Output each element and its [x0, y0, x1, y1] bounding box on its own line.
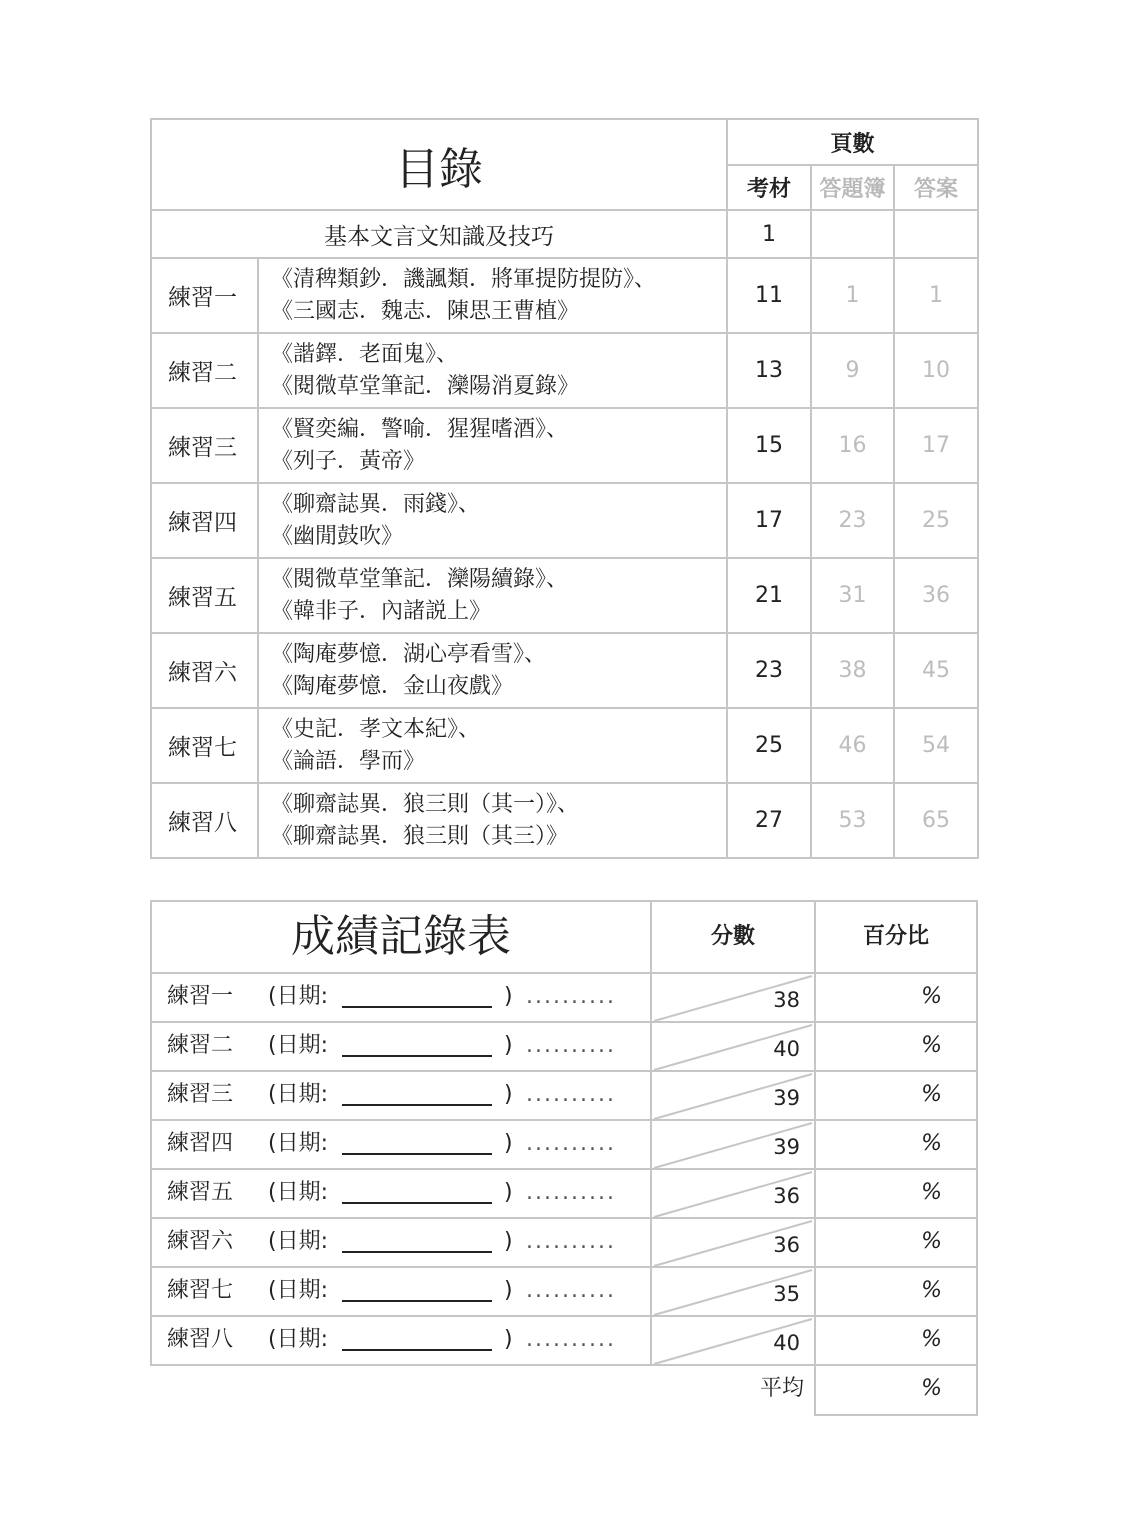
score-row-label	[150, 1315, 652, 1364]
leader-dots: ..........	[526, 1131, 616, 1156]
workbook-page: 53	[811, 783, 894, 858]
date-label: (日期:	[268, 1229, 328, 1254]
score-row-label	[150, 1119, 652, 1168]
answers-page: 10	[894, 333, 978, 408]
score-row	[150, 1070, 978, 1119]
basic-answers-page	[894, 210, 978, 258]
title-line: 《賢奕編．警喻．猩猩嗜酒》、	[271, 416, 569, 442]
score-cell[interactable]	[652, 1021, 814, 1070]
workbook-page: 9	[811, 333, 894, 408]
exercise-label: 練習八	[167, 1327, 234, 1352]
score-cell[interactable]	[652, 1168, 814, 1217]
exercise-titles	[258, 708, 727, 783]
score-row	[150, 972, 978, 1021]
score-record-table	[150, 900, 978, 1416]
score-cell[interactable]	[652, 1070, 814, 1119]
answers-page: 17	[894, 408, 978, 483]
exercise-label: 練習四	[151, 483, 258, 558]
percent-cell[interactable]: %	[814, 1266, 978, 1315]
leader-dots: ..........	[526, 1327, 616, 1352]
percent-cell[interactable]: %	[814, 972, 978, 1021]
exercise-titles	[258, 483, 727, 558]
date-label: (日期:	[268, 984, 328, 1009]
toc-row	[151, 483, 978, 558]
col-answers-header: 答案	[894, 165, 978, 210]
percent-cell[interactable]: %	[814, 1168, 978, 1217]
exercise-titles	[258, 633, 727, 708]
material-page: 15	[727, 408, 811, 483]
date-close: )	[504, 1033, 513, 1058]
leader-dots: ..........	[526, 1278, 616, 1303]
workbook-page: 31	[811, 558, 894, 633]
toc-row	[151, 633, 978, 708]
score-total: 36	[773, 1233, 800, 1257]
score-row	[150, 1266, 978, 1315]
percent-cell[interactable]: %	[814, 1021, 978, 1070]
title-line: 《論語．學而》	[271, 748, 426, 774]
workbook-page: 38	[811, 633, 894, 708]
leader-dots: ..........	[526, 984, 616, 1009]
date-close: )	[504, 1131, 513, 1156]
workbook-page: 46	[811, 708, 894, 783]
score-cell[interactable]	[652, 1119, 814, 1168]
date-input-line[interactable]	[342, 1349, 492, 1351]
toc-row	[151, 333, 978, 408]
toc-row-basic	[151, 210, 978, 258]
exercise-titles	[258, 258, 727, 333]
date-input-line[interactable]	[342, 1153, 492, 1155]
toc-title: 目錄	[151, 119, 727, 210]
leader-dots: ..........	[526, 1229, 616, 1254]
toc-row	[151, 708, 978, 783]
exercise-label: 練習六	[167, 1229, 234, 1254]
date-input-line[interactable]	[342, 1055, 492, 1057]
score-total: 39	[773, 1086, 800, 1110]
leader-dots: ..........	[526, 1033, 616, 1058]
date-close: )	[504, 1082, 513, 1107]
exercise-label: 練習五	[151, 558, 258, 633]
toc-row	[151, 258, 978, 333]
exercise-label: 練習二	[167, 1033, 234, 1058]
answers-page: 54	[894, 708, 978, 783]
date-label: (日期:	[268, 1131, 328, 1156]
basic-workbook-page	[811, 210, 894, 258]
score-row-label	[150, 1217, 652, 1266]
score-cell[interactable]	[652, 1266, 814, 1315]
answers-page: 25	[894, 483, 978, 558]
toc-row	[151, 558, 978, 633]
workbook-page: 16	[811, 408, 894, 483]
title-line: 《諧鐸．老面鬼》、	[271, 341, 459, 367]
title-line: 《三國志．魏志．陳思王曹植》	[271, 298, 580, 324]
date-label: (日期:	[268, 1327, 328, 1352]
date-input-line[interactable]	[342, 1104, 492, 1106]
material-page: 25	[727, 708, 811, 783]
exercise-label: 練習五	[167, 1180, 234, 1205]
title-line: 《閱微草堂筆記．灤陽續錄》、	[271, 566, 569, 592]
date-input-line[interactable]	[342, 1006, 492, 1008]
title-line: 《聊齋誌異．雨錢》、	[271, 491, 481, 517]
score-total: 40	[773, 1037, 800, 1061]
basic-label: 基本文言文知識及技巧	[151, 210, 727, 258]
exercise-label: 練習一	[151, 258, 258, 333]
title-line: 《清稗類鈔．譏諷類．將軍提防提防》、	[271, 266, 657, 292]
material-page: 11	[727, 258, 811, 333]
exercise-titles	[258, 408, 727, 483]
leader-dots: ..........	[526, 1180, 616, 1205]
title-line: 《閱微草堂筆記．灤陽消夏錄》	[271, 373, 580, 399]
material-page: 27	[727, 783, 811, 858]
date-close: )	[504, 1278, 513, 1303]
toc-row	[151, 783, 978, 858]
exercise-label: 練習二	[151, 333, 258, 408]
material-page: 17	[727, 483, 811, 558]
exercise-label: 練習七	[167, 1278, 234, 1303]
answers-page: 45	[894, 633, 978, 708]
score-header: 分數	[652, 900, 814, 972]
score-total: 40	[773, 1331, 800, 1355]
material-page: 23	[727, 633, 811, 708]
date-close: )	[504, 1327, 513, 1352]
date-input-line[interactable]	[342, 1251, 492, 1253]
score-cell[interactable]	[652, 1217, 814, 1266]
average-percent-cell[interactable]: %	[814, 1364, 978, 1416]
date-close: )	[504, 1180, 513, 1205]
workbook-page: 1	[811, 258, 894, 333]
exercise-label: 練習七	[151, 708, 258, 783]
title-line: 《聊齋誌異．狼三則（其三）》	[271, 823, 569, 849]
score-row	[150, 1119, 978, 1168]
score-row-label	[150, 1021, 652, 1070]
leader-dots: ..........	[526, 1082, 616, 1107]
score-cell[interactable]	[652, 972, 814, 1021]
date-label: (日期:	[268, 1082, 328, 1107]
exercise-label: 練習一	[167, 984, 234, 1009]
score-total: 36	[773, 1184, 800, 1208]
exercise-label: 練習三	[151, 408, 258, 483]
title-line: 《陶庵夢憶．金山夜戲》	[271, 673, 514, 699]
title-line: 《列子．黃帝》	[271, 448, 426, 474]
score-row-label	[150, 1266, 652, 1315]
answers-page: 36	[894, 558, 978, 633]
score-total: 38	[773, 988, 800, 1012]
title-line: 《陶庵夢憶．湖心亭看雪》、	[271, 641, 547, 667]
pages-header: 頁數	[727, 119, 978, 165]
score-total: 35	[773, 1282, 800, 1306]
title-line: 《韓非子．內諸説上》	[271, 598, 492, 624]
title-line: 《幽閒鼓吹》	[271, 523, 404, 549]
percent-cell[interactable]: %	[814, 1315, 978, 1364]
percent-cell[interactable]: %	[814, 1119, 978, 1168]
percent-header: 百分比	[814, 900, 978, 972]
score-row	[150, 1315, 978, 1364]
date-label: (日期:	[268, 1278, 328, 1303]
date-close: )	[504, 1229, 513, 1254]
title-line: 《聊齋誌異．狼三則（其一）》、	[271, 791, 580, 817]
score-row	[150, 1168, 978, 1217]
score-total: 39	[773, 1135, 800, 1159]
score-row-label	[150, 1070, 652, 1119]
basic-material-page: 1	[727, 210, 811, 258]
exercise-label: 練習八	[151, 783, 258, 858]
col-workbook-header: 答題簿	[811, 165, 894, 210]
exercise-label: 練習六	[151, 633, 258, 708]
date-close: )	[504, 984, 513, 1009]
toc-table	[150, 118, 979, 859]
exercise-label: 練習三	[167, 1082, 234, 1107]
score-row	[150, 1217, 978, 1266]
score-row-label	[150, 972, 652, 1021]
date-input-line[interactable]	[342, 1300, 492, 1302]
toc-row	[151, 408, 978, 483]
material-page: 13	[727, 333, 811, 408]
average-label: 平均	[760, 1376, 805, 1401]
date-label: (日期:	[268, 1033, 328, 1058]
col-material-header: 考材	[727, 165, 811, 210]
exercise-label: 練習四	[167, 1131, 234, 1156]
score-table-bottom-border	[150, 1364, 814, 1366]
material-page: 21	[727, 558, 811, 633]
date-label: (日期:	[268, 1180, 328, 1205]
answers-page: 65	[894, 783, 978, 858]
answers-page: 1	[894, 258, 978, 333]
percent-cell[interactable]: %	[814, 1217, 978, 1266]
score-row-label	[150, 1168, 652, 1217]
exercise-titles	[258, 333, 727, 408]
exercise-titles	[258, 783, 727, 858]
workbook-page: 23	[811, 483, 894, 558]
date-input-line[interactable]	[342, 1202, 492, 1204]
title-line: 《史記．孝文本紀》、	[271, 716, 481, 742]
percent-cell[interactable]: %	[814, 1070, 978, 1119]
score-table-title: 成績記錄表	[150, 900, 652, 972]
score-cell[interactable]	[652, 1315, 814, 1364]
score-row	[150, 1021, 978, 1070]
exercise-titles	[258, 558, 727, 633]
